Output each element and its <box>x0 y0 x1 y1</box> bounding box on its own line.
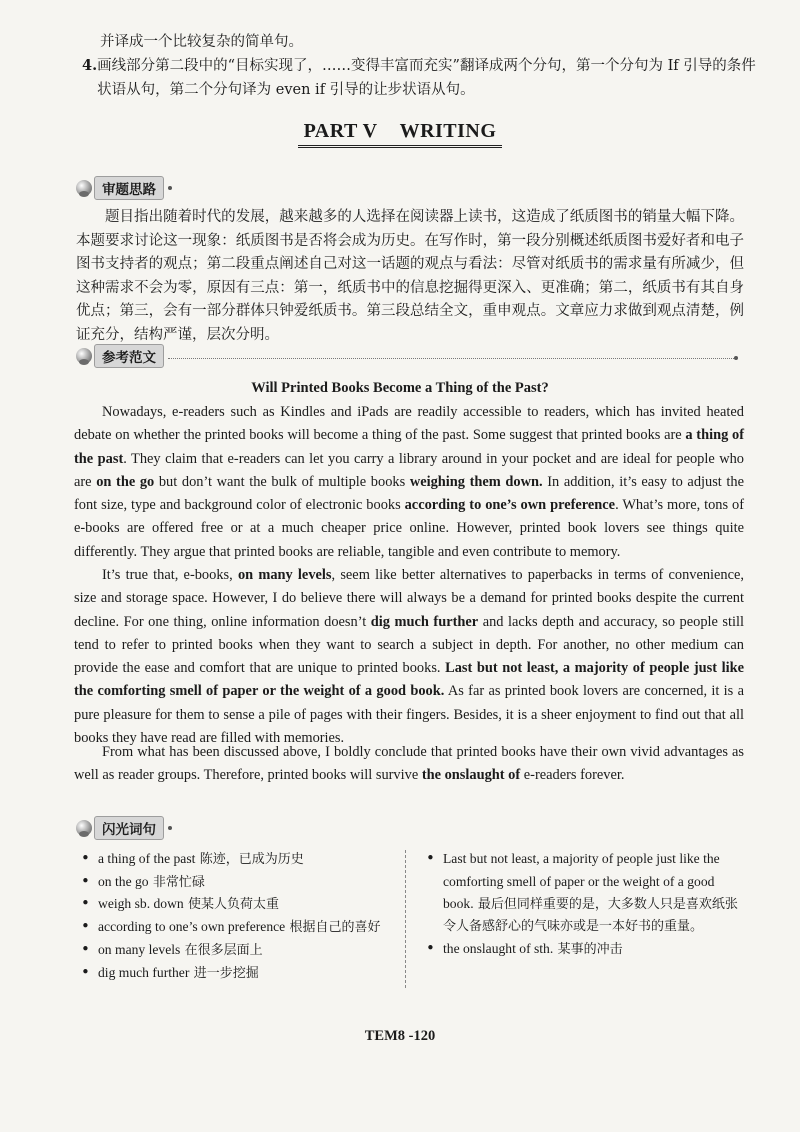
vocab-en: dig much further <box>98 964 190 980</box>
vocab-en: a thing of the past <box>98 851 196 866</box>
text-run: but don’t want the bulk of multiple books <box>154 473 410 490</box>
section-header-sample <box>76 344 164 368</box>
bold-phrase: on many levels <box>237 567 332 583</box>
bulb-icon <box>76 820 92 836</box>
dot-icon <box>734 356 738 360</box>
section-label: 参考范文 <box>94 344 164 368</box>
vocab-en: on many levels <box>98 941 181 957</box>
translation-notes <box>82 30 762 102</box>
text-run: e-readers forever. <box>520 767 625 784</box>
note-item-4 <box>82 54 762 102</box>
vocab-item <box>78 962 396 985</box>
bold-phrase: on the go <box>96 473 155 490</box>
bold-phrase: Last but not least, a majority of people just like the comforting smell of paper or the weight of a good book. <box>74 660 744 700</box>
bulb-icon <box>76 180 92 196</box>
vocab-item <box>78 939 396 962</box>
vocab-item <box>78 848 396 871</box>
bold-phrase: according to one’s own preference <box>404 497 616 514</box>
vocab-item <box>78 871 396 894</box>
part-title: WRITING <box>399 120 497 142</box>
vocab-cn: 根据自己的喜好 <box>289 920 381 936</box>
essay-paragraph-2 <box>74 564 744 750</box>
vocab-en: weigh sb. down <box>98 896 184 912</box>
vocab-en: on the go <box>98 873 149 889</box>
part-label: PART V <box>303 120 378 142</box>
vocab-item <box>78 893 396 916</box>
text-run: . What’s more, tons of e-books are offered free or at a much cheaper price online. However, printed book lovers see things quite differently. They argue that printed books are reliable, tangible and even contribute to memory. <box>74 497 745 560</box>
essay-paragraph-3 <box>74 741 744 788</box>
dotted-rule <box>168 358 734 359</box>
dot-icon <box>168 186 172 190</box>
note-continued-line: 并译成一个比较复杂的简单句。 <box>100 34 303 50</box>
vocab-en: the onslaught of sth. <box>443 940 554 956</box>
vocab-cn: 陈迹，已成为历史 <box>199 852 304 867</box>
analysis-paragraph: 题目指出随着时代的发展，越来越多的人选择在阅读器上读书，这造成了纸质图书的销量大幅下降。本题要求讨论这一现象：纸质图书是否将会成为历史。在写作时，第一段分别概述纸质图书爱好者和电子图书支持者的观点；第二段重点阐述自己对这一话题的观点与看法：尽管对纸质书的需求量有所减少，但这种需求不会为零，原因有三点：第一，纸质书中的信息挖掘得更深入、更准确；第二，纸质书有其自身优点；第三，会有一部分群体只钟爱纸质书。第三段总结全文，重申观点。文章应力求做到观点清楚，例证充分，结构严谨，层次分明。 <box>76 209 744 343</box>
text-run: , seem like better alternatives to paperbacks in terms of convenience, size and storage space. However, I do believe there will always be a demand for printed books despite the current decline. For one thing, online information doesn’t <box>74 567 745 630</box>
column-divider <box>405 850 406 988</box>
vocab-en: Last but not least, a majority of people just like the comforting smell of paper or the weight of a good book. <box>443 851 720 912</box>
vocab-cn: 进一步挖掘 <box>193 965 259 981</box>
essay-title: Will Printed Books Become a Thing of the Past? <box>251 380 549 396</box>
bulb-icon <box>76 348 92 364</box>
essay-paragraph-1 <box>74 401 744 564</box>
vocab-list-left <box>78 848 396 984</box>
text-run: In addition, it’s easy to adjust the font size, type and background color of electronic books <box>74 473 745 514</box>
section-label: 闪光词句 <box>94 816 164 840</box>
vocab-cn: 非常忙碌 <box>152 874 205 890</box>
vocab-item <box>423 848 743 938</box>
text-run: and lacks depth and accuracy, so people still tend to refer to printed books when they want to search a subject in depth. For another, no other medium can provide the ease and comfort that are unique to printed books. <box>74 613 745 677</box>
section-header-vocab <box>76 816 172 840</box>
text-run: As far as printed book lovers are concerned, it is a pure pleasure for them to sense a pile of pages with their fingers. Besides, it is a sheer enjoyment to find out that all books they have read are filled with memories. <box>74 683 744 747</box>
vocab-list-right <box>423 848 743 961</box>
text-run: It’s true that, e-books, <box>102 567 238 583</box>
bold-phrase: a thing of the past <box>74 427 745 467</box>
part-heading <box>0 120 800 148</box>
vocab-cn: 使某人负荷太重 <box>188 897 280 913</box>
bold-phrase: dig much further <box>370 613 479 630</box>
section-header-analysis <box>76 176 172 200</box>
dot-icon <box>168 826 172 830</box>
text-run: . They claim that e-readers can let you carry a library around in your pocket and are ideal for people who are <box>74 450 744 490</box>
text-run: Nowadays, e-readers such as Kindles and iPads are readily accessible to readers, which has invited heated debate on whether the printed books will become a thing of the past. Some suggest that printed books are <box>74 404 744 444</box>
page-number: TEM8 -120 <box>364 1028 436 1044</box>
text-run: From what has been discussed above, I boldly conclude that printed books have their own vivid advantages as well as reader groups. Therefore, printed books will survive <box>74 744 744 784</box>
bold-phrase: weighing them down. <box>409 473 543 490</box>
vocab-item <box>78 916 396 939</box>
section-label: 审题思路 <box>94 176 164 200</box>
vocab-item <box>423 938 743 961</box>
vocab-cn: 在很多层面上 <box>184 942 263 958</box>
note-number: 4. <box>82 57 98 74</box>
part-heading-text <box>298 120 503 148</box>
bold-phrase: the onslaught of <box>421 767 521 784</box>
vocab-cn: 最后但同样重要的是，大多数人只是喜欢纸张令人备感舒心的气味亦或是一本好书的重量。 <box>443 897 738 935</box>
vocab-cn: 某事的冲击 <box>557 941 623 957</box>
vocab-en: according to one’s own preference <box>98 919 286 935</box>
note-text: 画线部分第二段中的“目标实现了，……变得丰富而充实”翻译成两个分句，第一个分句为 If 引导的条件状语从句，第二个分句译为 even if 引导的让步状语从句。 <box>97 58 756 98</box>
